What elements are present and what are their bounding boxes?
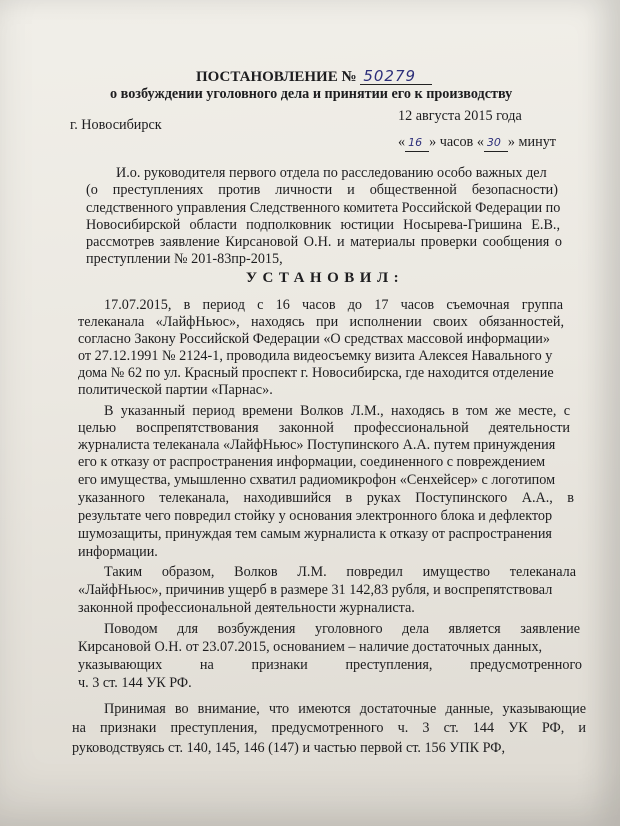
intro-line: следственного управления Следственного комитета Российской Федерации по [86, 200, 561, 216]
body-line: шумозащиты, принуждая тем самым журналиста к отказу от распространения [78, 526, 552, 542]
body-line: целью воспрепятствования законной профессиональной деятельности [78, 420, 570, 436]
handwritten-minute: 30 [484, 135, 508, 152]
body-line: ч. 3 ст. 144 УК РФ. [78, 675, 192, 691]
body-line: согласно Закону Российской Федерации «О средствах массовой информации» [78, 331, 550, 347]
document-title [196, 68, 432, 85]
body-line: от 27.12.1991 № 2124-1, проводила видеосъемку визита Алексея Навального у [78, 348, 553, 364]
body-line: журналиста телеканала «ЛайфНьюс» Поступинского А.А. путем принуждения [78, 437, 556, 453]
body-line: «ЛайфНьюс», причинив ущерб в размере 31 142,83 рубля, и воспрепятствовал [78, 582, 553, 598]
city: г. Новосибирск [70, 117, 162, 133]
body-line: указывающих на признаки преступления, предусмотренного [78, 657, 582, 673]
body-line: законной профессиональной деятельности журналиста. [78, 600, 415, 616]
body-line: руководствуясь ст. 140, 145, 146 (147) и частью первой ст. 156 УПК РФ, [72, 740, 505, 756]
time-line: « 16 » часов « 30 » минут [398, 134, 557, 150]
body-line: дома № 62 по ул. Красный проспект г. Новосибирска, где находится отделение [78, 365, 554, 381]
body-line: политической партии «Парнас». [78, 382, 273, 398]
intro-line: И.о. руководителя первого отдела по расследованию особо важных дел [116, 165, 547, 181]
body-line: его имущества, умышленно схватил радиомикрофон «Сенхейсер» с логотипом [78, 472, 556, 488]
document-subtitle: о возбуждении уголовного дела и принятии его к производству [110, 86, 513, 102]
body-line: Таким образом, Волков Л.М. повредил имущество телеканала [104, 564, 576, 580]
body-line: Принимая во внимание, что имеются достаточные данные, указывающие [104, 701, 586, 717]
body-line: его к отказу от распространения информации, соединенного с повреждением [78, 454, 546, 470]
intro-line: преступлении № 201-83пр-2015, [86, 251, 283, 267]
body-line: телеканала «ЛайфНьюс», находясь при исполнении своих обязанностей, [78, 314, 564, 330]
handwritten-hour: 16 [405, 135, 429, 152]
body-line: В указанный период времени Волков Л.М., находясь в том же месте, с [104, 403, 570, 419]
intro-line: рассмотрев заявление Кирсановой О.Н. и материалы проверки сообщения о [86, 234, 562, 250]
body-line: результате чего повредил стойку у основания электронного блока и дефлектор [78, 508, 553, 524]
body-line: указанного телеканала, находившийся в руках Поступинского А.А., в [78, 490, 574, 506]
handwritten-number: 50279 [360, 68, 432, 85]
title-prefix: ПОСТАНОВЛЕНИЕ № [196, 69, 357, 85]
body-line: Кирсановой О.Н. от 23.07.2015, основанием – наличие достаточных данных, [78, 639, 543, 655]
body-line: Поводом для возбуждения уголовного дела является заявление [104, 621, 580, 637]
body-line: информации. [78, 544, 158, 560]
body-line: на признаки преступления, предусмотренного ч. 3 ст. 144 УК РФ, и [72, 720, 586, 736]
body-line: 17.07.2015, в период с 16 часов до 17 часов съемочная группа [104, 297, 563, 313]
section-heading: УСТАНОВИЛ: [246, 270, 405, 286]
intro-line: (о преступлениях против личности и общественной безопасности) [86, 182, 558, 198]
document-date: 12 августа 2015 года [398, 108, 522, 124]
intro-line: Новосибирской области подполковник юстиции Носырева-Гришина Е.В., [86, 217, 560, 233]
